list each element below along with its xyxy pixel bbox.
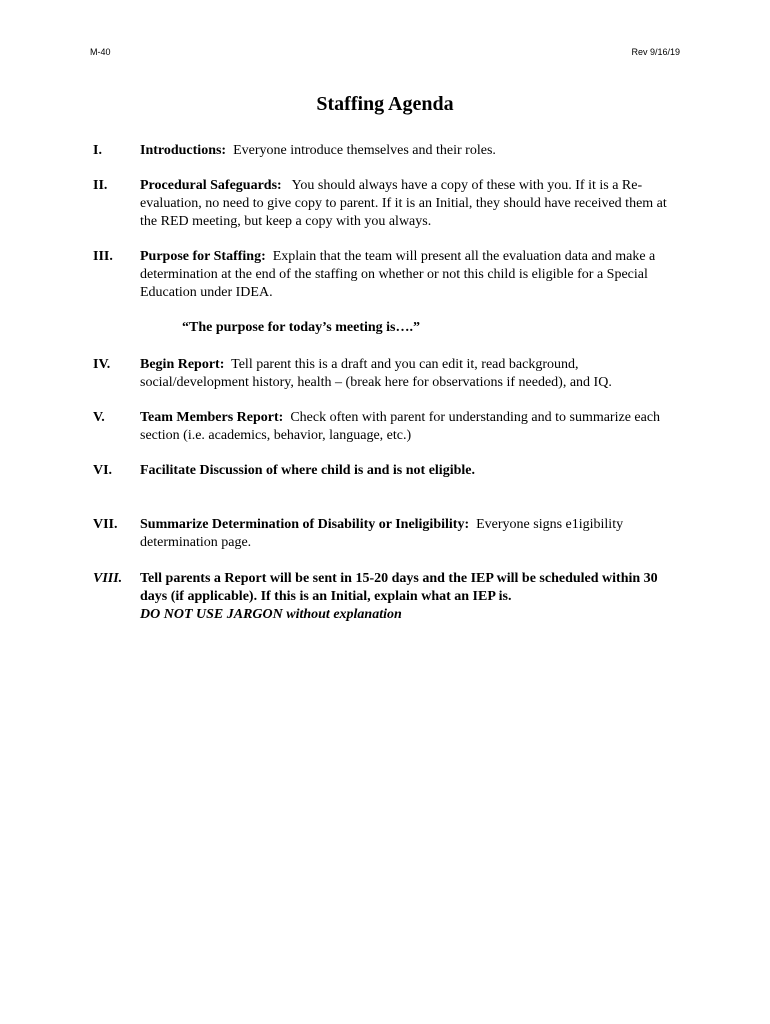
agenda-item-summarize-determination [93,516,683,552]
item-heading: Facilitate Discussion of where child is and is not eligible. [140,463,475,478]
item-heading: Tell parents a Report will be sent in 15-20 days and the IEP will be scheduled within 30 days (if applicable). If this is an Initial, explain what an IEP is. [140,571,658,604]
agenda-item-facilitate-discussion [93,462,683,480]
item-heading: Introductions: [140,143,227,158]
purpose-quote: “The purpose for today’s meeting is….” [182,320,420,335]
item-heading: Procedural Safeguards: [140,178,282,193]
agenda-item-purpose-for-staffing [93,248,683,302]
agenda-item-team-members-report [93,409,683,445]
agenda-item-begin-report [93,356,683,392]
item-text: Check often with parent for understanding and to summarize each section (i.e. academics, behavior, language, etc.) [140,410,661,443]
item-numeral: IV. [93,357,111,372]
item-numeral: VII. [93,517,118,532]
page-title: Staffing Agenda [316,93,454,115]
item-text: Everyone introduce themselves and their roles. [233,143,496,158]
item-numeral: VIII. [93,571,123,586]
revision-date: Rev 9/16/19 [631,47,680,57]
item-numeral: V. [93,410,105,425]
item-numeral: III. [93,249,113,264]
agenda-item-procedural-safeguards [93,177,683,231]
agenda-item-introductions [93,142,683,160]
jargon-note: DO NOT USE JARGON without explanation [140,607,402,622]
form-code: M-40 [90,47,111,57]
item-heading: Summarize Determination of Disability or Ineligibility: [140,517,470,532]
item-text: Tell parent this is a draft and you can edit it, read background, social/development history, health – (break here for observations if needed), and IQ. [140,357,612,390]
item-heading: Purpose for Staffing: [140,249,266,264]
item-numeral: I. [93,143,102,158]
agenda-item-tell-parents [93,570,683,624]
item-numeral: II. [93,178,108,193]
item-numeral: VI. [93,463,113,478]
item-text: Explain that the team will present all the evaluation data and make a determination at the end of the staffing on whether or not this child is eligible for a Special Education under IDEA. [140,249,656,300]
item-text: Everyone signs e1igibility determination page. [140,517,624,550]
item-heading: Team Members Report: [140,410,284,425]
item-text: You should always have a copy of these with you. If it is a Re-evaluation, no need to give copy to parent. If it is an Initial, they should have received them at the RED meeting, but keep a copy with you always. [140,178,667,229]
item-heading: Begin Report: [140,357,225,372]
